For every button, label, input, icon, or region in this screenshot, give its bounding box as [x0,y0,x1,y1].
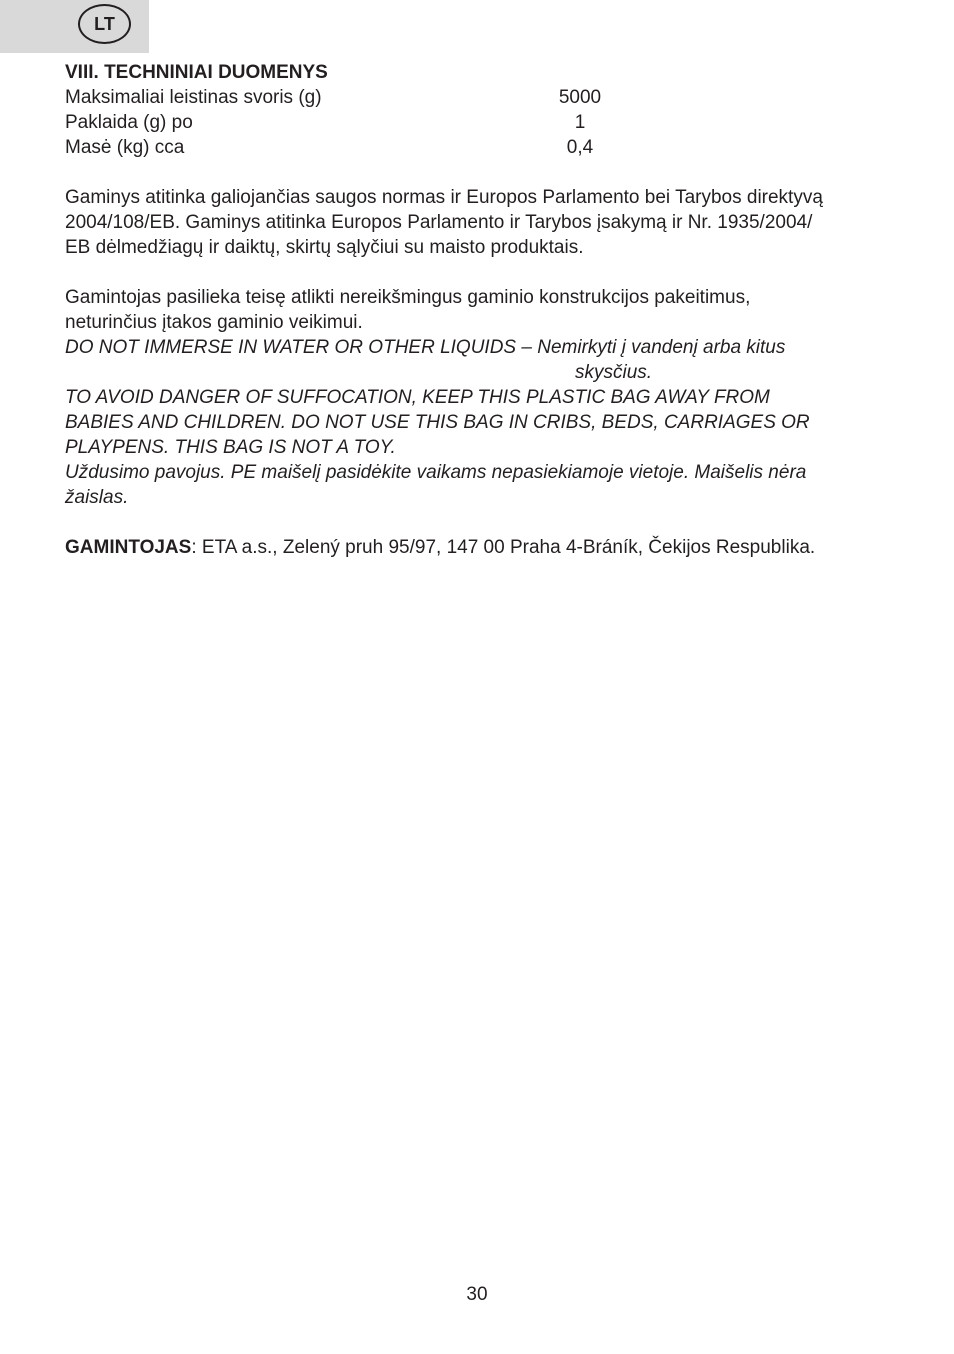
spec-label: Masė (kg) cca [65,137,185,158]
bag-warning-lithuanian [65,460,905,510]
manufacturer-label: GAMINTOJAS [65,537,192,558]
spec-row [65,85,905,110]
spacer [65,160,905,185]
rights-line: neturinčius įtakos gaminio veikimui. [65,312,363,333]
bag-warning-line: TO AVOID DANGER OF SUFFOCATION, KEEP THIS PLASTIC BAG AWAY FROM [65,387,770,408]
manufacturer-line [65,535,905,560]
section-title: VIII. TECHNINIAI DUOMENYS [65,62,328,83]
compliance-paragraph [65,185,905,260]
page-number: 30 [466,1284,488,1305]
language-badge: LT [78,4,131,44]
spacer [65,510,905,535]
bag-warning-line: BABIES AND CHILDREN. DO NOT USE THIS BAG IN CRIBS, BEDS, CARRIAGES OR [65,412,810,433]
language-tab [0,0,149,53]
manufacturer-rights-paragraph [65,285,905,335]
spec-value: 1 [574,112,586,133]
spec-label: Maksimaliai leistinas svoris (g) [65,87,322,108]
compliance-line: EB dėlmedžiagų ir daiktų, skirtų sąlyčiui su maisto produktais. [65,237,584,258]
bag-warning-line: PLAYPENS. THIS BAG IS NOT A TOY. [65,437,396,458]
immerse-warning [65,335,905,385]
spec-value: 5000 [558,87,602,108]
spec-label: Paklaida (g) po [65,112,193,133]
spec-row [65,135,905,160]
bag-warning-line: Uždusimo pavojus. PE maišelį pasidėkite vaikams nepasiekiamoje vietoje. Maišelis nėra [65,462,807,483]
bag-warning-english [65,385,905,460]
immerse-warning-line: DO NOT IMMERSE IN WATER OR OTHER LIQUIDS – Nemirkyti į vandenį arba kitus [65,337,786,358]
spacer [65,260,905,285]
compliance-line: Gaminys atitinka galiojančias saugos normas ir Europos Parlamento bei Tarybos direktyvą [65,187,823,208]
compliance-line: 2004/108/EB. Gaminys atitinka Europos Parlamento ir Tarybos įsakymą ir Nr. 1935/2004/ [65,212,813,233]
bag-warning-line: žaislas. [65,487,129,508]
spec-row [65,110,905,135]
immerse-warning-line: skysčius. [575,362,653,383]
manufacturer-address: : ETA a.s., Zelený pruh 95/97, 147 00 Praha 4-Bráník, Čekijos Respublika. [191,537,816,558]
rights-line: Gamintojas pasilieka teisę atlikti nereikšmingus gaminio konstrukcijos pakeitimus, [65,287,751,308]
spec-value: 0,4 [566,137,594,158]
document-body [65,60,905,560]
